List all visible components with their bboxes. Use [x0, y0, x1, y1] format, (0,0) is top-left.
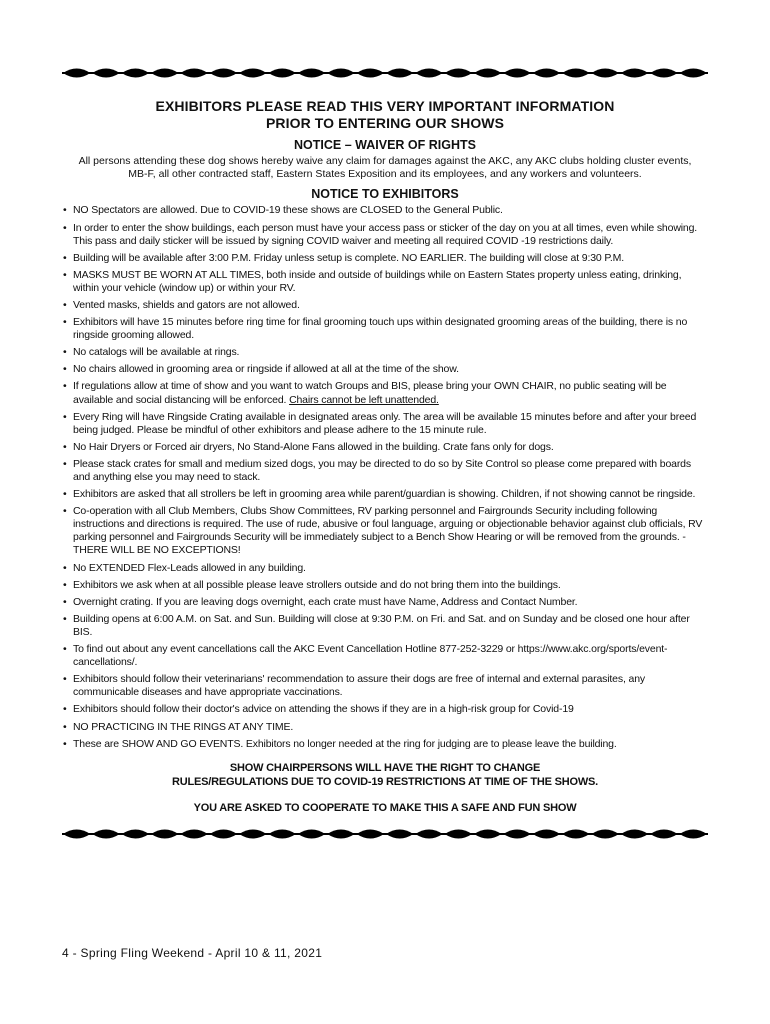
list-item: • Every Ring will have Ringside Crating available in designated areas only. The area will be available 15 minutes before and after your breed being judged. Please be mindful of other exhibitors and please adhere to the 15 minute rule.: [62, 411, 708, 437]
diamond-ornament: [533, 829, 560, 838]
list-item: • Exhibitors should follow their veterinarians' recommendation to assure their dogs are free of internal and external parasites, any communicable diseases and have appropriate vaccinations.: [62, 673, 708, 699]
list-item-chairs: [62, 380, 708, 406]
title-line-1: EXHIBITORS PLEASE READ THIS VERY IMPORTANT INFORMATION: [155, 98, 615, 114]
diamond-ornament: [269, 829, 296, 838]
diamond-ornament: [357, 69, 384, 78]
diamond-ornament: [621, 69, 648, 78]
page-content: [62, 62, 708, 845]
diamond-ornament: [327, 69, 354, 78]
closing-line-3: YOU ARE ASKED TO COOPERATE TO MAKE THIS A SAFE AND FUN SHOW: [193, 801, 577, 814]
diamond-ornament: [650, 69, 677, 78]
list-item: • Exhibitors we ask when at all possible please leave strollers outside and do not bring them into the buildings.: [62, 579, 708, 592]
diamond-ornament: [680, 829, 707, 838]
list-item: • Building opens at 6:00 A.M. on Sat. and Sun. Building will close at 9:30 P.M. on Fri. and Sat. and on Sunday and be closed one hour after BIS.: [62, 613, 708, 639]
diamond-ornament: [680, 69, 707, 78]
list-item: • MASKS MUST BE WORN AT ALL TIMES, both inside and outside of buildings while on Eastern States property unless eating, drinking, within your vehicle (window up) or within your RV.: [62, 269, 708, 295]
diamond-ornament: [180, 69, 207, 78]
diamond-ornament: [298, 69, 325, 78]
closing-notice: [62, 761, 708, 789]
diamond-ornament: [415, 69, 442, 78]
list-item: • Exhibitors will have 15 minutes before ring time for final grooming touch ups within designated grooming areas of the building, there is no ringside grooming allowed.: [62, 316, 708, 342]
diamond-ornament: [151, 829, 178, 838]
page-title: [62, 98, 708, 132]
list-item: • Please stack crates for small and medium sized dogs, you may be directed to do so by Site Control so please come prepared with boards and anything else you may need to stack.: [62, 458, 708, 484]
exhibitors-heading: NOTICE TO EXHIBITORS: [311, 187, 459, 202]
list-item: • To find out about any event cancellations call the AKC Event Cancellation Hotline 877-252-3229 or https://www.akc.org/sports/event-cancellations/.: [62, 643, 708, 669]
page-footer: 4 - Spring Fling Weekend - April 10 & 11, 2021: [62, 946, 323, 960]
list-item: • Building will be available after 3:00 P.M. Friday unless setup is complete. NO EARLIER. The building will close at 9:30 P.M.: [62, 252, 708, 265]
list-item: • Co-operation with all Club Members, Clubs Show Committees, RV parking personnel and Fairgrounds Security including following instructions and directions is required. The use of rude, abusive or foul language, arguing or objectionable behavior against club officials, RV parking personnel and Fairgrounds Security will be immediately subject to a Bench Show Hearing or will be removed from the grounds. -THERE WILL BE NO EXCEPTIONS!: [62, 505, 708, 557]
diamond-ornament: [92, 69, 119, 78]
diamond-ornament: [592, 69, 619, 78]
diamond-ornament: [533, 69, 560, 78]
list-item: • No chairs allowed in grooming area or ringside if allowed at all at the time of the show.: [62, 363, 708, 376]
list-item: • Overnight crating. If you are leaving dogs overnight, each crate must have Name, Address and Contact Number.: [62, 596, 708, 609]
diamond-ornament: [357, 829, 384, 838]
list-item: • No Hair Dryers or Forced air dryers, No Stand-Alone Fans allowed in the building. Crate fans only for dogs.: [62, 441, 708, 454]
diamond-ornament: [298, 829, 325, 838]
list-item: • Vented masks, shields and gators are not allowed.: [62, 299, 708, 312]
list-item: • In order to enter the show buildings, each person must have your access pass or sticker of the day on you at all times, even while showing. This pass and daily sticker will be issued by signing COVID waiver and meeting all required COVID -19 restrictions daily.: [62, 222, 708, 248]
diamond-ornament: [269, 69, 296, 78]
list-item: • Exhibitors are asked that all strollers be left in grooming area while parent/guardian is showing. Children, if not showing cannot be ringside.: [62, 488, 708, 501]
diamond-ornament: [239, 69, 266, 78]
diamond-ornament: [210, 829, 237, 838]
diamond-ornament: [122, 69, 149, 78]
diamond-ornament: [503, 829, 530, 838]
diamond-ornament: [239, 829, 266, 838]
list-item: • These are SHOW AND GO EVENTS. Exhibitors no longer needed at the ring for judging are to please leave the building.: [62, 738, 708, 751]
diamond-ornament: [503, 69, 530, 78]
closing-line-2: RULES/REGULATIONS DUE TO COVID-19 RESTRICTIONS AT TIME OF THE SHOWS.: [171, 775, 598, 788]
diamond-ornament: [474, 69, 501, 78]
waiver-text: All persons attending these dog shows hereby waive any claim for damages against the AKC, any AKC clubs holding cluster events, MB-F, all other contracted staff, Eastern States Exposition and its employees, and any workers and volunteers.: [78, 155, 692, 181]
diamond-ornament: [63, 829, 90, 838]
diamond-ornament: [592, 829, 619, 838]
diamond-ornament: [650, 829, 677, 838]
title-line-2: PRIOR TO ENTERING OUR SHOWS: [265, 115, 505, 131]
diamond-ornament: [327, 829, 354, 838]
diamond-ornament: [386, 69, 413, 78]
diamond-ornament: [621, 829, 648, 838]
chairs-text: If regulations allow at time of show and you want to watch Groups and BIS, please bring your OWN CHAIR, no public seating will be available and social distancing will be enforced.: [73, 380, 667, 406]
diamond-ornament: [445, 69, 472, 78]
diamond-ornament: [474, 829, 501, 838]
diamond-ornament: [562, 69, 589, 78]
diamond-ornament: [445, 829, 472, 838]
diamond-ornament: [92, 829, 119, 838]
chairs-underlined-text: Chairs cannot be left unattended.: [289, 393, 439, 406]
diamond-ornament: [63, 69, 90, 78]
list-item: • NO Spectators are allowed. Due to COVID-19 these shows are CLOSED to the General Public.: [62, 204, 708, 217]
list-item: • NO PRACTICING IN THE RINGS AT ANY TIME.: [62, 721, 708, 734]
waiver-heading: NOTICE – WAIVER OF RIGHTS: [294, 138, 476, 152]
diamond-ornament: [415, 829, 442, 838]
diamond-ornament: [122, 829, 149, 838]
list-item: • No EXTENDED Flex-Leads allowed in any building.: [62, 562, 708, 575]
diamond-ornament: [180, 829, 207, 838]
diamond-ornament: [562, 829, 589, 838]
diamond-ornament: [386, 829, 413, 838]
diamond-divider-top: [62, 62, 708, 84]
closing-line-1: SHOW CHAIRPERSONS WILL HAVE THE RIGHT TO CHANGE: [229, 761, 541, 774]
diamond-ornament: [151, 69, 178, 78]
list-item: • Exhibitors should follow their doctor's advice on attending the shows if they are in a high-risk group for Covid-19: [62, 703, 708, 716]
notice-list: [62, 204, 708, 750]
list-item: • No catalogs will be available at rings.: [62, 346, 708, 359]
diamond-ornament: [210, 69, 237, 78]
diamond-divider-bottom: [62, 823, 708, 845]
